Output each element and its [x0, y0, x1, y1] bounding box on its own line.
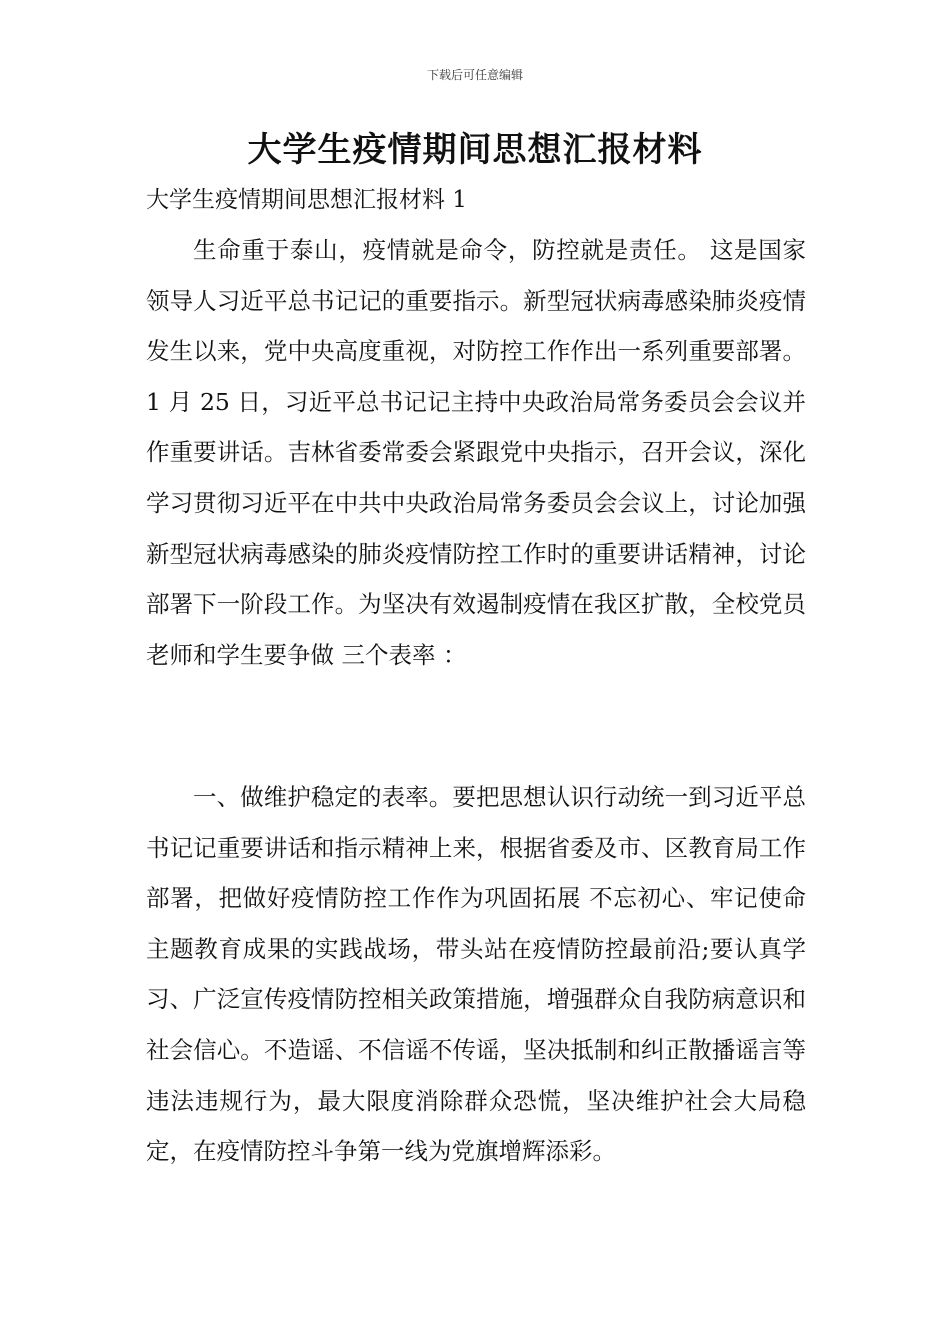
document-subtitle: 大学生疫情期间思想汇报材料 1 [146, 187, 467, 213]
paragraph: 生命重于泰山，疫情就是命令，防控就是责任。 这是国家领导人习近平总书记记的重要指示。新型冠状病毒感染肺炎疫情发生以来，党中央高度重视，对防控工作作出一系列重要部署。1 月 25 日，习近平总书记记主持中央政治局常务委员会会议并作重要讲话。吉林省委常委会紧跟党中央指示，召开会议，深化学习贯彻习近平在中共中央政治局常务委员会会议上，讨论加强新型冠状病毒感染的肺炎疫情防控工作时的重要讲话精神，讨论部署下一阶段工作。为坚决有效遏制疫情在我区扩散，全校党员老师和学生要争做 三个表率 ： [146, 236, 806, 669]
header-note: 下载后可任意编辑 [426, 68, 523, 82]
paragraph: 一、做维护稳定的表率。要把思想认识行动统一到习近平总书记记重要讲话和指示精神上来，根据省委及市、区教育局工作部署，把做好疫情防控工作作为巩固拓展 不忘初心、牢记使命 主题教育成果的实践战场，带头站在疫情防控最前沿;要认真学习、广泛宣传疫情防控相关政策措施，增强群众自我防病意识和社会信心。不造谣、不信谣不传谣，坚决抵制和纠正散播谣言等违法违规行为，最大限度消除群众恐慌，坚决维护社会大局稳定，在疫情防控斗争第一线为党旗增辉添彩。 [146, 783, 806, 1166]
document-title: 大学生疫情期间思想汇报材料 [247, 130, 703, 170]
